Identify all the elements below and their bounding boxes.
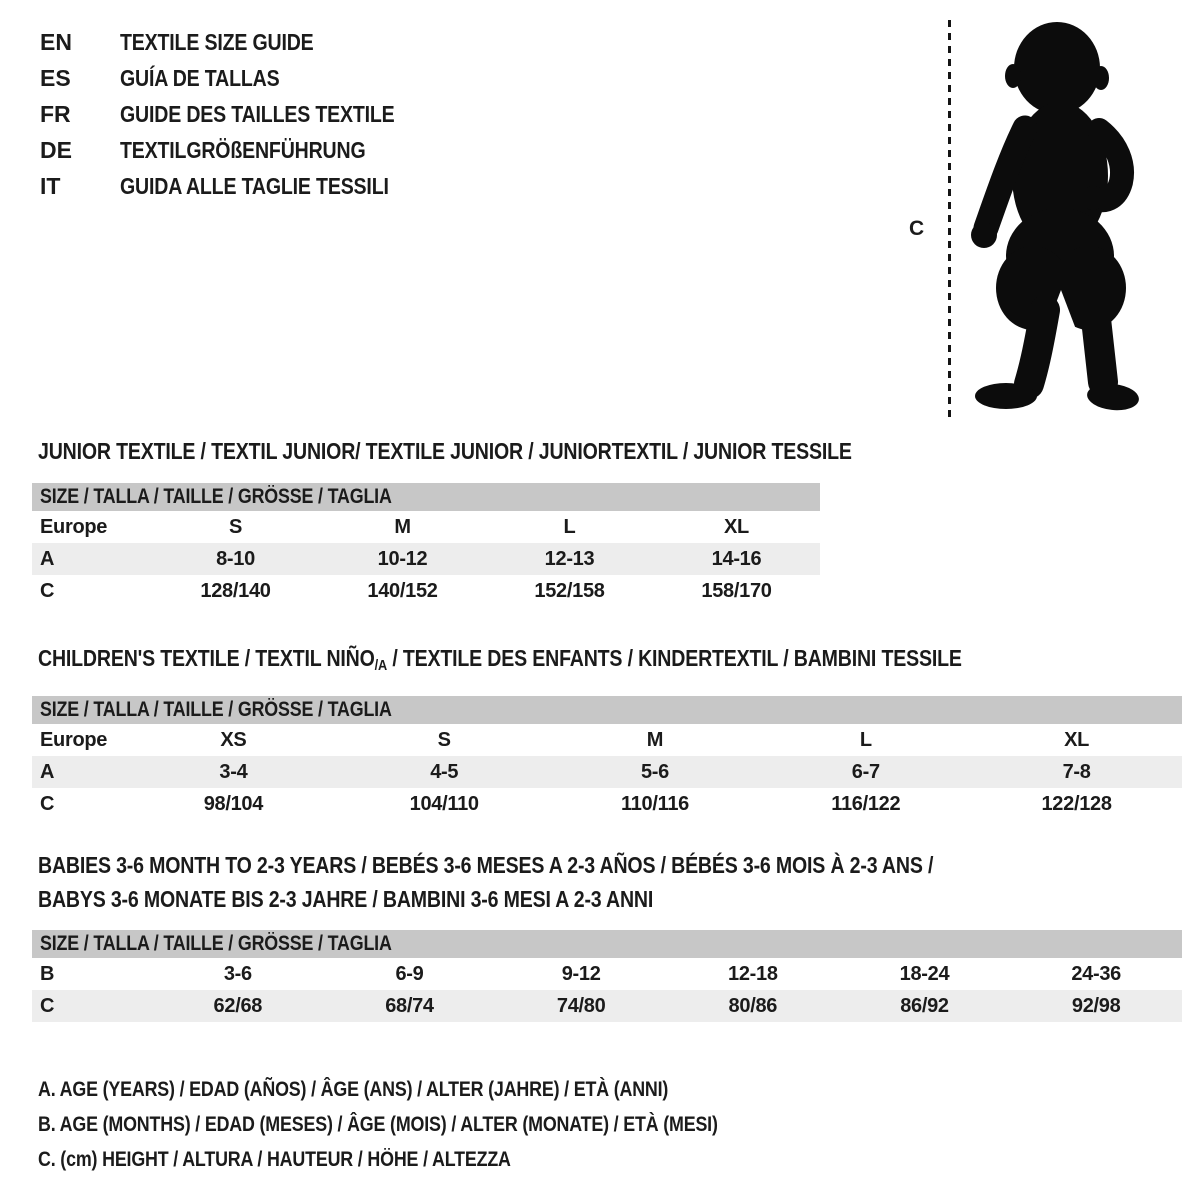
table-row xyxy=(32,958,1182,990)
size-cell: 86/92 xyxy=(900,994,949,1017)
children-section-heading xyxy=(32,644,1182,676)
legend-a-text: A. AGE (YEARS) / EDAD (AÑOS) / ÂGE (ANS) / ALTER (JAHRE) / ETÀ (ANNI) xyxy=(38,1078,669,1101)
table-row xyxy=(32,724,1182,756)
table-row xyxy=(32,575,820,607)
size-cell: 10-12 xyxy=(377,547,428,570)
table-row xyxy=(32,756,1182,788)
toddler-silhouette-icon xyxy=(965,15,1143,417)
size-cell: 128/140 xyxy=(200,579,271,602)
junior-section-heading-text: JUNIOR TEXTILE / TEXTIL JUNIOR/ TEXTILE JUNIOR / JUNIORTEXTIL / JUNIOR TESSILE xyxy=(38,438,852,464)
row-label: C xyxy=(40,994,55,1017)
babies-size-header-bar xyxy=(32,930,1182,958)
size-cell: M xyxy=(394,515,411,538)
size-cell: 6-9 xyxy=(395,962,424,985)
junior-size-table xyxy=(32,511,820,607)
table-row xyxy=(32,788,1182,820)
size-cell: S xyxy=(437,728,451,751)
size-header-text: SIZE / TALLA / TAILLE / GRÖSSE / TAGLIA xyxy=(40,698,392,721)
size-cell: 9-12 xyxy=(561,962,601,985)
table-row xyxy=(32,990,1182,1022)
language-row xyxy=(40,132,443,168)
row-label: Europe xyxy=(40,515,108,538)
size-cell: 110/116 xyxy=(620,792,689,815)
row-label: A xyxy=(40,760,55,783)
language-row xyxy=(40,168,443,204)
size-cell: 74/80 xyxy=(556,994,606,1017)
size-cell: 5-6 xyxy=(640,760,669,783)
junior-size-header-bar xyxy=(32,483,820,511)
size-cell: 4-5 xyxy=(430,760,459,783)
size-cell: 12-13 xyxy=(544,547,595,570)
heading-subscript: /A xyxy=(374,657,388,674)
babies-heading-line2: BABYS 3-6 MONATE BIS 2-3 JAHRE / BAMBINI 3-6 MESI A 2-3 ANNI xyxy=(38,886,654,912)
height-measure-figure xyxy=(895,12,1175,424)
language-code: EN xyxy=(40,28,72,55)
guide-title: GUIDA ALLE TAGLIE TESSILI xyxy=(120,172,389,199)
junior-textile-section xyxy=(32,437,852,607)
size-cell: S xyxy=(228,515,243,538)
children-textile-section xyxy=(32,644,1182,820)
row-label: C xyxy=(40,579,55,602)
language-code: ES xyxy=(40,64,71,91)
size-cell: 7-8 xyxy=(1062,760,1091,783)
size-cell: 3-4 xyxy=(219,760,248,783)
size-cell: 24-36 xyxy=(1071,962,1121,985)
size-cell: 80/86 xyxy=(728,994,778,1017)
guide-title: GUÍA DE TALLAS xyxy=(120,64,280,91)
language-row xyxy=(40,60,443,96)
height-dashed-line xyxy=(948,20,951,417)
size-cell: 14-16 xyxy=(711,547,762,570)
language-code: DE xyxy=(40,136,72,163)
children-size-table xyxy=(32,724,1182,820)
size-cell: 92/98 xyxy=(1071,994,1121,1017)
table-row xyxy=(32,543,820,575)
language-code: FR xyxy=(40,100,71,127)
row-label: Europe xyxy=(40,728,108,751)
row-label: B xyxy=(40,962,55,985)
legend-b-text: B. AGE (MONTHS) / EDAD (MESES) / ÂGE (MOIS) / ALTER (MONATE) / ETÀ (MESI) xyxy=(38,1113,718,1136)
size-cell: 104/110 xyxy=(409,792,479,815)
guide-title: TEXTILE SIZE GUIDE xyxy=(120,28,314,55)
size-cell: 116/122 xyxy=(831,792,901,815)
guide-title: GUIDE DES TAILLES TEXTILE xyxy=(120,100,395,127)
children-section-heading-text xyxy=(38,644,962,676)
language-code: IT xyxy=(40,172,61,199)
babies-section-heading xyxy=(32,848,1182,916)
size-cell: XL xyxy=(1064,728,1090,751)
size-cell: 98/104 xyxy=(203,792,264,815)
table-row xyxy=(32,511,820,543)
size-cell: L xyxy=(859,728,872,751)
junior-section-heading xyxy=(32,437,852,465)
guide-title: TEXTILGRÖßENFÜHRUNG xyxy=(120,136,366,163)
size-cell: 140/152 xyxy=(367,579,438,602)
size-cell: 12-18 xyxy=(728,962,778,985)
legend-line-a xyxy=(38,1072,838,1107)
heading-part: CHILDREN'S TEXTILE / TEXTIL NIÑO xyxy=(38,645,375,671)
row-label: C xyxy=(40,792,55,815)
size-cell: 3-6 xyxy=(223,962,252,985)
language-row xyxy=(40,96,443,132)
size-header-text: SIZE / TALLA / TAILLE / GRÖSSE / TAGLIA xyxy=(40,932,392,955)
babies-size-table xyxy=(32,958,1182,1022)
legend-line-c xyxy=(38,1142,838,1177)
measure-c-label: C xyxy=(909,217,925,240)
size-cell: XS xyxy=(220,728,247,751)
size-cell: XL xyxy=(724,515,749,538)
size-header-text: SIZE / TALLA / TAILLE / GRÖSSE / TAGLIA xyxy=(40,485,392,508)
row-label: A xyxy=(40,547,55,570)
size-cell: 122/128 xyxy=(1041,792,1112,815)
language-title-list xyxy=(40,24,443,204)
size-cell: 8-10 xyxy=(216,547,255,570)
language-row xyxy=(40,24,443,60)
size-cell: 158/170 xyxy=(701,579,772,602)
legend-line-b xyxy=(38,1107,838,1142)
size-cell: 6-7 xyxy=(851,760,880,783)
legend-c-text: C. (cm) HEIGHT / ALTURA / HAUTEUR / HÖHE / ALTEZZA xyxy=(38,1148,511,1171)
babies-textile-section xyxy=(32,848,1182,1022)
size-cell: L xyxy=(563,515,576,538)
size-cell: 152/158 xyxy=(534,579,605,602)
size-cell: 68/74 xyxy=(385,994,434,1017)
babies-heading-line1: BABIES 3-6 MONTH TO 2-3 YEARS / BEBÉS 3-6 MESES A 2-3 AÑOS / BÉBÉS 3-6 MOIS À 2-3 ANS / xyxy=(38,852,934,878)
size-cell: M xyxy=(646,728,664,751)
measure-legend xyxy=(38,1072,838,1177)
size-cell: 62/68 xyxy=(213,994,263,1017)
size-cell: 18-24 xyxy=(899,962,950,985)
heading-part: / TEXTILE DES ENFANTS / KINDERTEXTIL / BAMBINI TESSILE xyxy=(387,645,962,671)
children-size-header-bar xyxy=(32,696,1182,724)
